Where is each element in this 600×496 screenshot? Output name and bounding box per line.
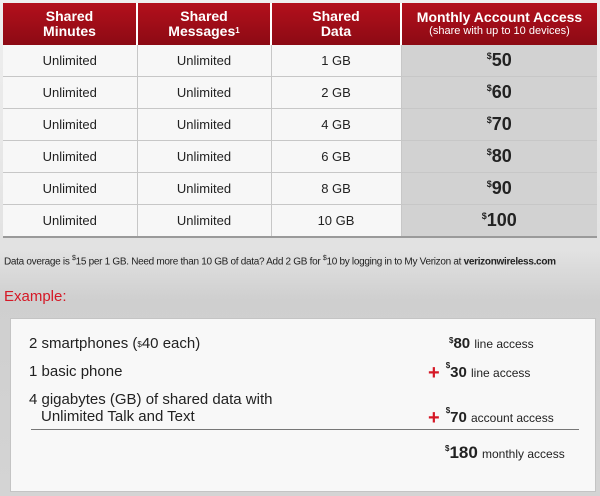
- example-item-smartphones: 2 smartphones ($40 each): [29, 335, 201, 352]
- total-divider: [31, 429, 579, 430]
- cell-messages: Unlimited: [137, 141, 271, 173]
- cell-messages: Unlimited: [137, 205, 271, 238]
- cell-messages: Unlimited: [137, 109, 271, 141]
- cell-messages: Unlimited: [137, 45, 271, 77]
- cell-minutes: Unlimited: [3, 77, 137, 109]
- cell-price: $70: [401, 109, 597, 141]
- cell-data: 2 GB: [271, 77, 401, 109]
- example-amount-shared-data: + $70 account access: [428, 406, 554, 429]
- table-row: [3, 141, 597, 173]
- header-shared-data: Shared Data: [271, 3, 401, 45]
- cell-data: 6 GB: [271, 141, 401, 173]
- example-item-basic-phone: 1 basic phone: [29, 363, 123, 380]
- example-title: Example:: [4, 288, 67, 305]
- cell-minutes: Unlimited: [3, 205, 137, 238]
- table-row: [3, 109, 597, 141]
- example-box: [10, 318, 596, 492]
- cell-minutes: Unlimited: [3, 109, 137, 141]
- cell-price: $60: [401, 77, 597, 109]
- cell-data: 1 GB: [271, 45, 401, 77]
- table-row: [3, 45, 597, 77]
- cell-price: $100: [401, 205, 597, 238]
- data-overage-footnote: Data overage is $15 per 1 GB. Need more than 10 GB of data? Add 2 GB for $10 by logging in to My Verizon at verizonwireless.com: [4, 255, 556, 268]
- header-shared-minutes: Shared Minutes: [3, 3, 137, 45]
- table-row: [3, 205, 597, 238]
- cell-price: $80: [401, 141, 597, 173]
- example-total: $180 monthly access: [445, 443, 565, 462]
- example-amount-basic-phone: + $30 line access: [428, 361, 531, 384]
- table-row: [3, 173, 597, 205]
- example-item-shared-data: 4 gigabytes (GB) of shared data with Unlimited Talk and Text: [29, 391, 273, 425]
- cell-data: 10 GB: [271, 205, 401, 238]
- footnote-marker: 1: [235, 26, 240, 35]
- header-subtitle: (share with up to 10 devices): [429, 25, 570, 37]
- verizon-link[interactable]: verizonwireless.com: [463, 256, 556, 268]
- cell-minutes: Unlimited: [3, 141, 137, 173]
- cell-minutes: Unlimited: [3, 45, 137, 77]
- cell-data: 4 GB: [271, 109, 401, 141]
- table-row: [3, 77, 597, 109]
- cell-price: $50: [401, 45, 597, 77]
- example-amount-smartphones: $80 line access: [449, 335, 534, 352]
- cell-messages: Unlimited: [137, 77, 271, 109]
- plus-icon: +: [428, 362, 440, 384]
- header-monthly-account-access: Monthly Account Access (share with up to 10 devices): [401, 3, 597, 45]
- plus-icon: +: [428, 407, 440, 429]
- cell-minutes: Unlimited: [3, 173, 137, 205]
- table-header-row: [3, 3, 597, 45]
- cell-messages: Unlimited: [137, 173, 271, 205]
- pricing-table: [3, 3, 597, 238]
- cell-data: 8 GB: [271, 173, 401, 205]
- cell-price: $90: [401, 173, 597, 205]
- header-shared-messages: Shared Messages$^1$: [137, 3, 271, 45]
